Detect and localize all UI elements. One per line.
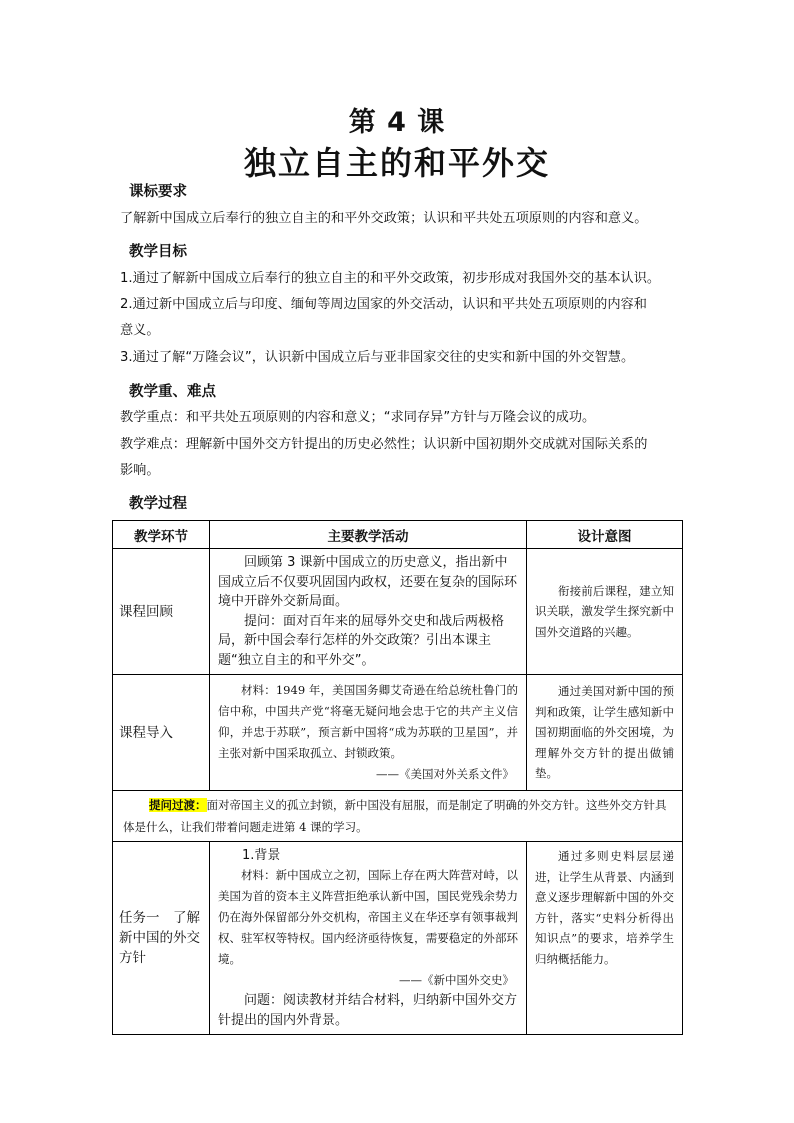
design-task1 [527, 842, 683, 1035]
activity-review-p1: 回顾第 3 课新中国成立的历史意义，指出新中国成立后不仅要巩固国内政权，还要在复杂的国际环境中开辟外交新局面。 [218, 555, 518, 609]
transition-cell [113, 791, 683, 842]
header-activity: 主要教学活动 [210, 521, 527, 549]
design-task1-text: 通过多则史料层层递进，让学生从背景、内涵到意义逐步理解新中国的外交方针，落实“史料分析得出知识点”的要求，培养学生归纳概括能力。 [535, 849, 674, 966]
table-row [113, 549, 683, 675]
intro-material: 材料：1949 年，美国国务卿艾奇逊在给总统杜鲁门的信中称，中国共产党“将毫无疑问地会忠于它的共产主义信仰，并忠于苏联”，预言新中国将“成为苏联的卫星国”，并主张对新中国采取孤立、封锁政策。 [218, 683, 518, 760]
task1-subheading: 1.背景 [242, 848, 281, 863]
transition-label: 提问过渡： [149, 798, 207, 812]
task1-source: ——《新中国外交史》 [399, 973, 514, 987]
table-row [113, 842, 683, 1035]
activity-intro [210, 675, 527, 791]
activity-review-p2: 提问：面对百年来的屈辱外交史和战后两极格局，新中国会奉行怎样的外交政策？引出本课主题“独立自主的和平外交”。 [218, 613, 505, 668]
design-review [527, 549, 683, 675]
lesson-main-title: 独立自主的和平外交 [243, 144, 550, 182]
table-header-row [113, 521, 683, 549]
header-design: 设计意图 [527, 521, 683, 549]
transition-text: 面对帝国主义的孤立封锁，新中国没有屈服，而是制定了明确的外交方针。这些外交方针具体是什么，让我们带着问题走进第 4 课的学习。 [123, 798, 667, 834]
design-review-text: 衔接前后课程，建立知识关联，激发学生探究新中国外交道路的兴趣。 [535, 583, 674, 639]
keypoints-heading: 教学重、难点 [129, 384, 216, 400]
goal-item-2-cont: 意义。 [120, 323, 160, 338]
difficulty-text-cont: 影响。 [120, 463, 160, 478]
table-row [113, 675, 683, 791]
stage-intro: 课程导入 [113, 675, 210, 791]
curriculum-heading: 课标要求 [129, 184, 187, 200]
goal-item-2: 2.通过新中国成立后与印度、缅甸等周边国家的外交活动，认识和平共处五项原则的内容和 [120, 297, 647, 312]
key-point-text: 教学重点：和平共处五项原则的内容和意义；“求同存异”方针与万隆会议的成功。 [120, 410, 596, 425]
activity-task1 [210, 842, 527, 1035]
curriculum-text: 了解新中国成立后奉行的独立自主的和平外交政策；认识和平共处五项原则的内容和意义。 [120, 211, 648, 226]
lesson-number-title: 第 4 课 [348, 107, 446, 138]
header-stage: 教学环节 [113, 521, 210, 549]
goal-item-1: 1.通过了解新中国成立后奉行的独立自主的和平外交政策，初步形成对我国外交的基本认识。 [120, 271, 661, 286]
goal-item-3: 3.通过了解“万隆会议”，认识新中国成立后与亚非国家交往的史实和新中国的外交智慧。 [120, 350, 635, 365]
activity-review [210, 549, 527, 675]
task1-question: 问题：阅读教材并结合材料，归纳新中国外交方针提出的国内外背景。 [218, 993, 518, 1028]
intro-source: ——《美国对外关系文件》 [376, 767, 514, 781]
difficulty-text: 教学难点：理解新中国外交方针提出的历史必然性；认识新中国初期外交成就对国际关系的 [120, 437, 648, 452]
table-row [113, 791, 683, 842]
goals-heading: 教学目标 [129, 244, 187, 260]
design-intro [527, 675, 683, 791]
task1-material: 材料：新中国成立之初，国际上存在两大阵营对峙，以美国为首的资本主义阵营拒绝承认新中国，国民党残余势力仍在海外保留部分外交机构，帝国主义在华还享有领事裁判权、驻军权等特权。国内经济亟待恢复，需要稳定的外部环境。 [218, 868, 518, 966]
design-intro-text: 通过美国对新中国的预判和政策，让学生感知新中国初期面临的外交困境，为理解外交方针的提出做铺垫。 [535, 684, 674, 781]
stage-review: 课程回顾 [113, 549, 210, 675]
teaching-process-table [112, 520, 683, 1035]
stage-task1: 任务一 了解新中国的外交方针 [113, 842, 210, 1035]
process-heading: 教学过程 [129, 496, 187, 512]
